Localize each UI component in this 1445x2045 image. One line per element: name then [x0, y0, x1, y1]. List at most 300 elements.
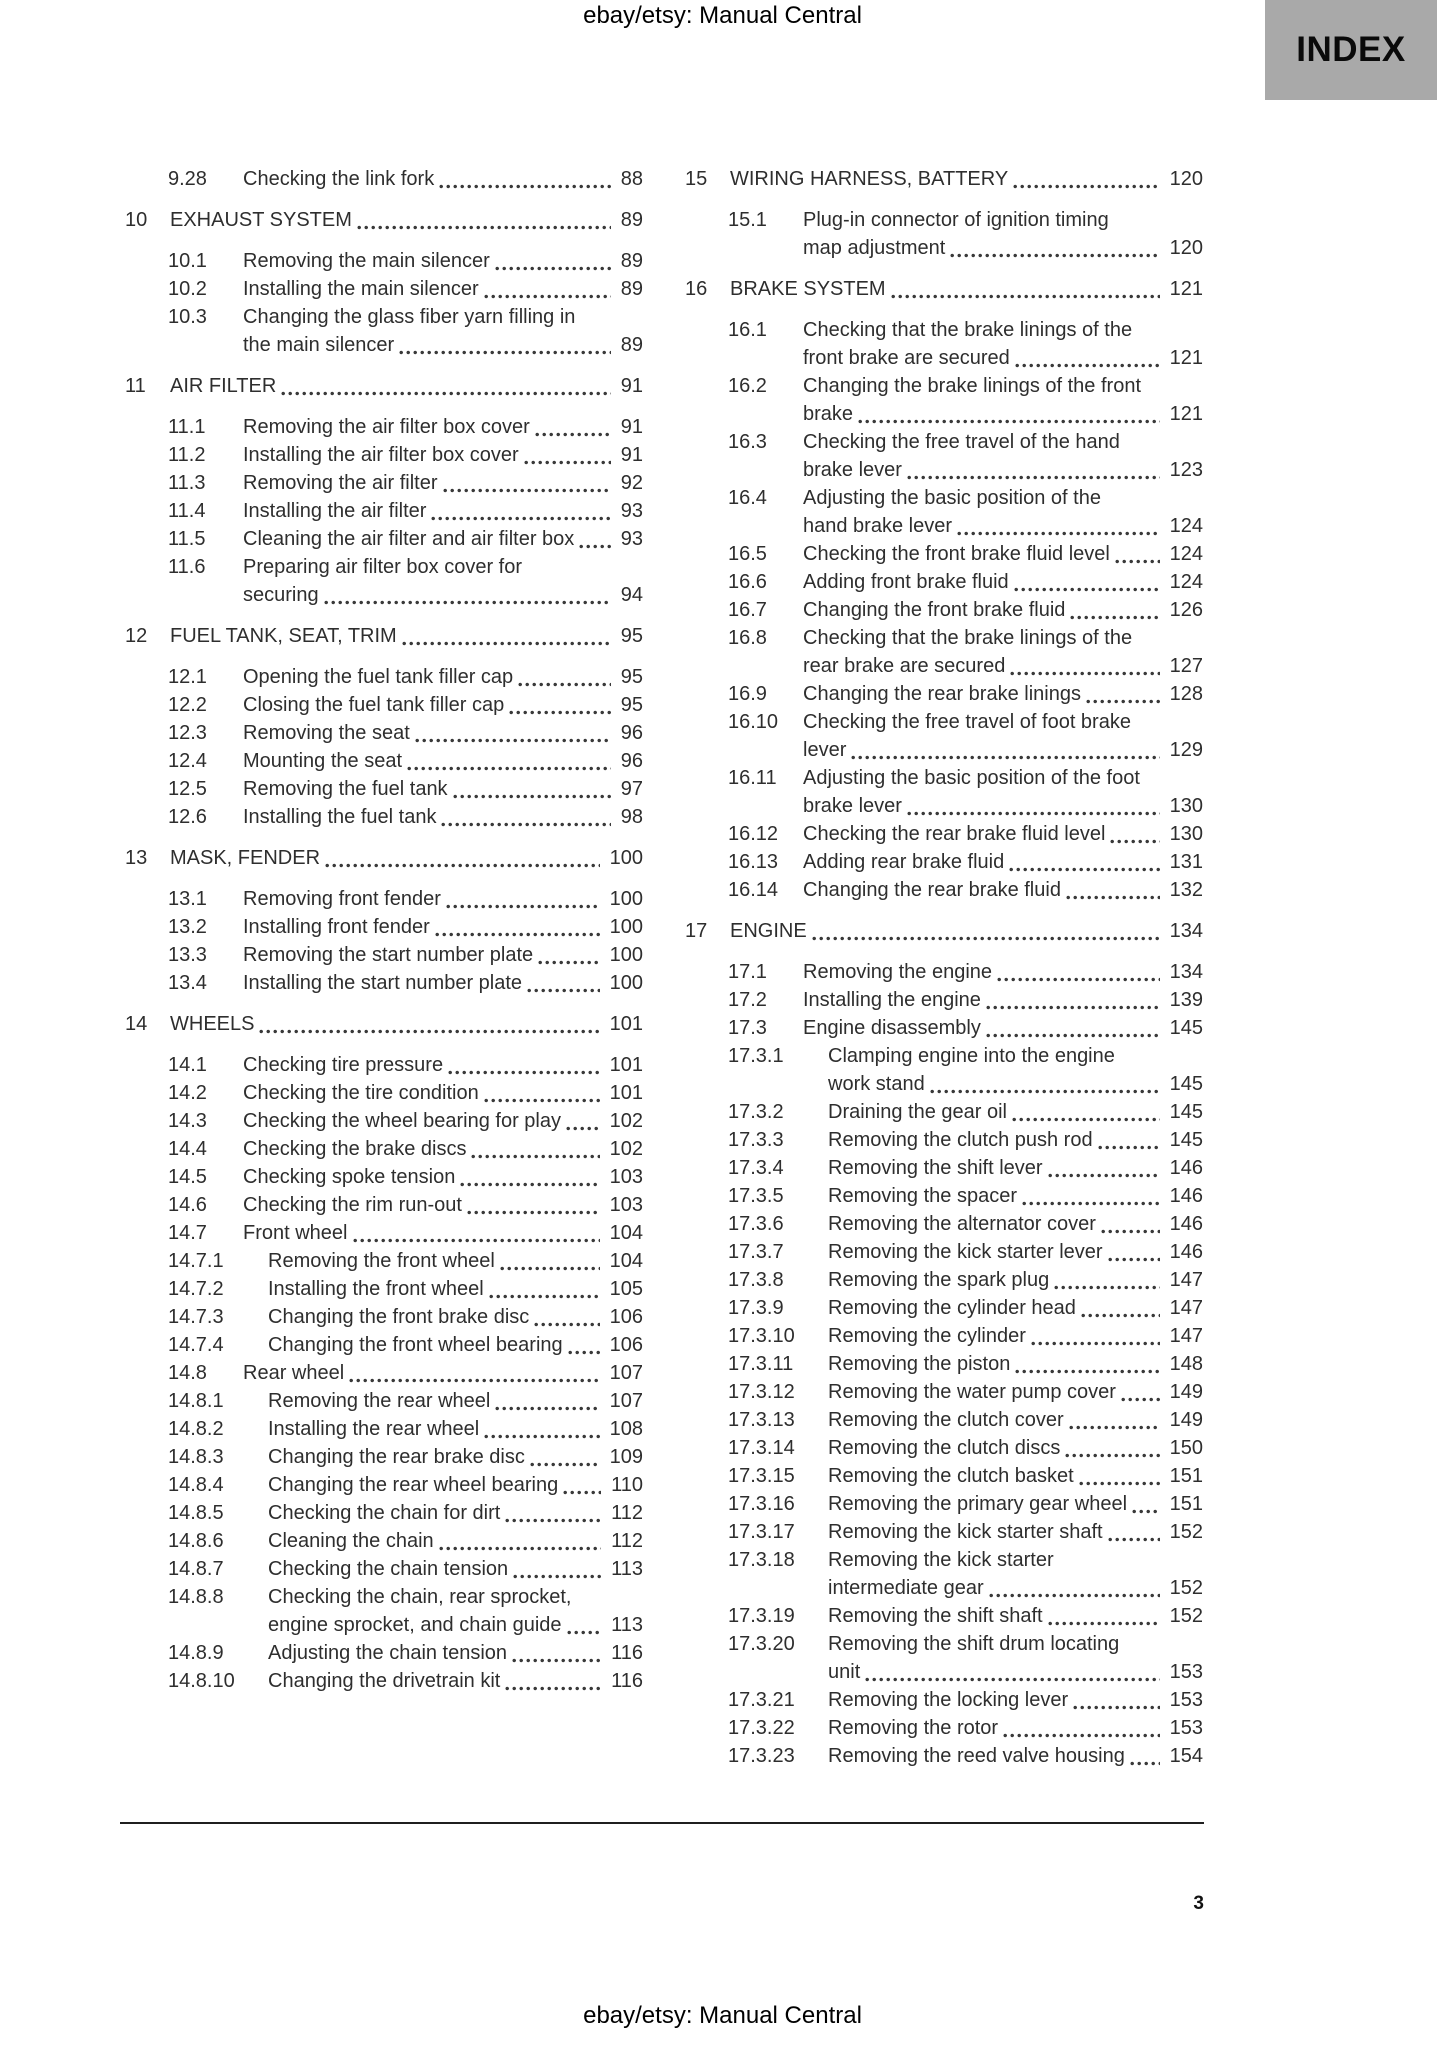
- entry-title: Removing the main silencer: [243, 250, 490, 272]
- entry-number: 16.9: [728, 683, 767, 705]
- dot-leader: [460, 1181, 599, 1188]
- entry-title: Checking the brake discs: [243, 1138, 467, 1160]
- entry-page-number: 120: [1169, 237, 1203, 259]
- dot-leader: [505, 1685, 601, 1692]
- toc-entry: [125, 885, 643, 913]
- toc-entry: [125, 1135, 643, 1163]
- dot-leader: [467, 1209, 600, 1216]
- toc-entry: [125, 372, 643, 400]
- entry-number: 12: [125, 625, 148, 647]
- dot-leader: [446, 903, 600, 910]
- entry-title: Checking the chain for dirt: [268, 1502, 501, 1524]
- dot-leader: [851, 754, 1159, 761]
- toc-entry: [125, 1359, 643, 1387]
- dot-leader: [500, 1265, 600, 1272]
- entry-title: Removing the water pump cover: [828, 1381, 1116, 1403]
- entry-number: 14.8.2: [168, 1418, 224, 1440]
- entry-title: the main silencer: [243, 334, 395, 356]
- entry-page-number: 107: [609, 1362, 643, 1384]
- entry-number: 14.8.10: [168, 1670, 235, 1692]
- toc-entry: [685, 1406, 1203, 1434]
- entry-page-number: 131: [1169, 851, 1203, 873]
- toc-entry: [125, 469, 643, 497]
- entry-number: 14.4: [168, 1138, 207, 1160]
- entry-number: 13.4: [168, 972, 207, 994]
- entry-page-number: 89: [620, 278, 643, 300]
- entry-title: Changing the rear wheel bearing: [268, 1474, 559, 1496]
- dot-leader: [1069, 1424, 1160, 1431]
- toc-entry: [685, 624, 1203, 680]
- dot-leader: [1048, 1620, 1160, 1627]
- entry-number: 14.8.5: [168, 1502, 224, 1524]
- dot-leader: [957, 530, 1160, 537]
- entry-page-number: 92: [620, 472, 643, 494]
- entry-page-number: 145: [1169, 1129, 1203, 1151]
- entry-page-number: 88: [620, 168, 643, 190]
- entry-page-number: 93: [620, 528, 643, 550]
- toc-entry: [685, 568, 1203, 596]
- toc-entry: [125, 1079, 643, 1107]
- entry-title: work stand: [828, 1073, 925, 1095]
- entry-page-number: 154: [1169, 1745, 1203, 1767]
- toc-entry: [125, 1555, 643, 1583]
- entry-title-line: Removing the kick starter: [828, 1549, 1054, 1571]
- entry-page-number: 120: [1169, 168, 1203, 190]
- entry-page-number: 153: [1169, 1717, 1203, 1739]
- entry-title: Changing the front wheel bearing: [268, 1334, 563, 1356]
- entry-title: Removing the rotor: [828, 1717, 999, 1739]
- entry-page-number: 150: [1169, 1437, 1203, 1459]
- entry-number: 17.3.21: [728, 1689, 795, 1711]
- toc-entry: [685, 1546, 1203, 1602]
- entry-title: engine sprocket, and chain guide: [268, 1614, 562, 1636]
- entry-title: Mounting the seat: [243, 750, 402, 772]
- entry-title: Changing the rear brake fluid: [803, 879, 1061, 901]
- entry-page-number: 124: [1169, 515, 1203, 537]
- entry-page-number: 113: [611, 1558, 643, 1580]
- entry-title: Removing the shift lever: [828, 1157, 1043, 1179]
- dot-leader: [505, 1517, 601, 1524]
- dot-leader: [1108, 1536, 1160, 1543]
- entry-title: Checking the rim run-out: [243, 1194, 462, 1216]
- entry-title-line: Changing the glass fiber yarn filling in: [243, 306, 576, 328]
- entry-title: Adding rear brake fluid: [803, 851, 1005, 873]
- entry-number: 17.3.3: [728, 1129, 784, 1151]
- entry-title: Removing the spacer: [828, 1185, 1017, 1207]
- entry-page-number: 132: [1169, 879, 1203, 901]
- entry-page-number: 100: [609, 888, 643, 910]
- dot-leader: [1132, 1508, 1160, 1515]
- entry-page-number: 95: [620, 694, 643, 716]
- entry-page-number: 98: [620, 806, 643, 828]
- entry-number: 14.7.2: [168, 1278, 224, 1300]
- entry-title: Checking the wheel bearing for play: [243, 1110, 561, 1132]
- entry-number: 17.2: [728, 989, 767, 1011]
- entry-title: Installing the air filter: [243, 500, 427, 522]
- entry-page-number: 124: [1169, 543, 1203, 565]
- entry-title: Installing the rear wheel: [268, 1418, 480, 1440]
- entry-title: Removing the clutch basket: [828, 1465, 1074, 1487]
- dot-leader: [402, 640, 611, 647]
- toc-entry: [125, 747, 643, 775]
- entry-number: 17.3.6: [728, 1213, 784, 1235]
- toc-entry: [685, 1042, 1203, 1098]
- entry-number: 12.5: [168, 778, 207, 800]
- toc-entry: [685, 1518, 1203, 1546]
- dot-leader: [441, 821, 610, 828]
- entry-number: 14.6: [168, 1194, 207, 1216]
- toc-entry: [685, 1490, 1203, 1518]
- entry-page-number: 102: [609, 1138, 643, 1160]
- dot-leader: [563, 1489, 601, 1496]
- entry-number: 12.4: [168, 750, 207, 772]
- entry-page-number: 146: [1169, 1241, 1203, 1263]
- toc-entry: [125, 497, 643, 525]
- entry-page-number: 152: [1169, 1521, 1203, 1543]
- toc-entry: [125, 275, 643, 303]
- toc-entry: [685, 1238, 1203, 1266]
- entry-title: Cleaning the chain: [268, 1530, 434, 1552]
- entry-number: 16: [685, 278, 708, 300]
- entry-number: 17.3.1: [728, 1045, 784, 1067]
- dot-leader: [1015, 362, 1160, 369]
- entry-title: Removing the kick starter lever: [828, 1241, 1103, 1263]
- dot-leader: [484, 1097, 600, 1104]
- entry-title: Changing the drivetrain kit: [268, 1670, 501, 1692]
- toc-entry: [125, 663, 643, 691]
- entry-number: 11.6: [168, 556, 206, 578]
- entry-title: Removing the primary gear wheel: [828, 1493, 1128, 1515]
- toc-entry: [125, 844, 643, 872]
- entry-title: Installing the main silencer: [243, 278, 479, 300]
- entry-number: 17.3.18: [728, 1549, 795, 1571]
- entry-title: Removing the shift shaft: [828, 1605, 1043, 1627]
- entry-number: 13.3: [168, 944, 207, 966]
- toc-entry: [685, 1630, 1203, 1686]
- entry-title-line: Adjusting the basic position of the: [803, 487, 1101, 509]
- entry-title: EXHAUST SYSTEM: [170, 209, 352, 231]
- toc-entry: [685, 165, 1203, 193]
- entry-title: Removing the air filter box cover: [243, 416, 530, 438]
- entry-page-number: 95: [620, 625, 643, 647]
- dot-leader: [907, 474, 1160, 481]
- entry-number: 17.3.23: [728, 1745, 795, 1767]
- toc-entry: [685, 1462, 1203, 1490]
- entry-title: Removing front fender: [243, 888, 441, 910]
- entry-title: Adjusting the chain tension: [268, 1642, 508, 1664]
- entry-page-number: 121: [1169, 278, 1203, 300]
- entry-number: 17.1: [728, 961, 767, 983]
- entry-number: 17.3.16: [728, 1493, 795, 1515]
- dot-leader: [1013, 183, 1159, 190]
- entry-title: Draining the gear oil: [828, 1101, 1007, 1123]
- toc-entry: [685, 596, 1203, 624]
- toc-entry: [125, 1527, 643, 1555]
- entry-number: 17: [685, 920, 708, 942]
- entry-number: 17.3.8: [728, 1269, 784, 1291]
- toc-entry: [685, 1686, 1203, 1714]
- entry-page-number: 121: [1169, 403, 1203, 425]
- index-badge: [1265, 0, 1437, 100]
- dot-leader: [1110, 838, 1159, 845]
- dot-leader: [1115, 558, 1160, 565]
- entry-number: 14.2: [168, 1082, 207, 1104]
- toc-entry: [125, 1471, 643, 1499]
- entry-title: Removing the engine: [803, 961, 993, 983]
- entry-page-number: 126: [1169, 599, 1203, 621]
- toc-entry: [685, 1294, 1203, 1322]
- entry-number: 14.7.3: [168, 1306, 224, 1328]
- entry-page-number: 96: [620, 750, 643, 772]
- entry-title: unit: [828, 1661, 861, 1683]
- entry-page-number: 94: [620, 584, 643, 606]
- dot-leader: [281, 390, 610, 397]
- entry-title: brake: [803, 403, 854, 425]
- dot-leader: [527, 987, 600, 994]
- entry-page-number: 97: [620, 778, 643, 800]
- entry-number: 14.8.4: [168, 1474, 224, 1496]
- toc-entry: [125, 719, 643, 747]
- entry-number: 17.3.12: [728, 1381, 795, 1403]
- toc-entry: [685, 1182, 1203, 1210]
- dot-leader: [448, 1069, 600, 1076]
- entry-number: 13.1: [168, 888, 207, 910]
- toc-entry: [685, 986, 1203, 1014]
- entry-title: Engine disassembly: [803, 1017, 981, 1039]
- entry-number: 17.3.10: [728, 1325, 795, 1347]
- entry-page-number: 107: [609, 1390, 643, 1412]
- toc-entry: [685, 1602, 1203, 1630]
- entry-page-number: 91: [620, 416, 643, 438]
- entry-title: rear brake are secured: [803, 655, 1006, 677]
- toc-entry: [685, 1434, 1203, 1462]
- dot-leader: [891, 293, 1160, 300]
- toc-entry: [685, 428, 1203, 484]
- entry-page-number: 91: [620, 444, 643, 466]
- entry-number: 17.3.17: [728, 1521, 795, 1543]
- entry-page-number: 134: [1169, 920, 1203, 942]
- entry-number: 16.12: [728, 823, 779, 845]
- entry-title: securing: [243, 584, 319, 606]
- toc-entry: [125, 941, 643, 969]
- entry-title-line: Checking the free travel of the hand: [803, 431, 1120, 453]
- entry-title: Checking tire pressure: [243, 1054, 444, 1076]
- entry-page-number: 116: [611, 1670, 643, 1692]
- entry-page-number: 109: [609, 1446, 643, 1468]
- toc-entry: [125, 1219, 643, 1247]
- dot-leader: [1065, 1452, 1159, 1459]
- entry-number: 12.2: [168, 694, 207, 716]
- entry-title: WHEELS: [170, 1013, 255, 1035]
- entry-page-number: 145: [1169, 1101, 1203, 1123]
- dot-leader: [325, 862, 600, 869]
- entry-title: Checking the front brake fluid level: [803, 543, 1110, 565]
- dot-leader: [986, 1032, 1160, 1039]
- entry-title: brake lever: [803, 795, 902, 817]
- entry-number: 16.4: [728, 487, 767, 509]
- toc-entry: [125, 1191, 643, 1219]
- entry-title: brake lever: [803, 459, 902, 481]
- entry-title: Removing the clutch discs: [828, 1437, 1061, 1459]
- entry-number: 17.3.20: [728, 1633, 795, 1655]
- dot-leader: [495, 1405, 599, 1412]
- entry-page-number: 151: [1169, 1493, 1203, 1515]
- toc-entry: [125, 1275, 643, 1303]
- toc-entry: [125, 1051, 643, 1079]
- dot-leader: [1081, 1312, 1160, 1319]
- entry-number: 16.5: [728, 543, 767, 565]
- dot-leader: [509, 709, 611, 716]
- toc-entry: [685, 680, 1203, 708]
- entry-title: MASK, FENDER: [170, 847, 321, 869]
- entry-page-number: 130: [1169, 795, 1203, 817]
- dot-leader: [495, 265, 611, 272]
- toc-entry: [125, 1443, 643, 1471]
- entry-number: 16.1: [728, 319, 767, 341]
- entry-page-number: 151: [1169, 1465, 1203, 1487]
- footer-doc-title: ebay/etsy: Manual Central: [583, 2002, 862, 2029]
- entry-page-number: 147: [1169, 1325, 1203, 1347]
- entry-page-number: 89: [620, 334, 643, 356]
- dot-leader: [1066, 894, 1160, 901]
- entry-title-line: Clamping engine into the engine: [828, 1045, 1115, 1067]
- entry-title: Opening the fuel tank filler cap: [243, 666, 514, 688]
- toc-entry: [685, 1322, 1203, 1350]
- dot-leader: [357, 224, 611, 231]
- entry-number: 11.3: [168, 472, 206, 494]
- entry-title-line: Checking that the brake linings of the: [803, 627, 1133, 649]
- entry-title: lever: [803, 739, 847, 761]
- dot-leader: [1086, 698, 1160, 705]
- toc-entry: [685, 1266, 1203, 1294]
- entry-title: Removing the locking lever: [828, 1689, 1069, 1711]
- entry-page-number: 100: [609, 916, 643, 938]
- entry-page-number: 96: [620, 722, 643, 744]
- dot-leader: [579, 543, 610, 550]
- entry-number: 16.8: [728, 627, 767, 649]
- entry-page-number: 104: [609, 1250, 643, 1272]
- dot-leader: [1121, 1396, 1160, 1403]
- entry-title-line: Removing the shift drum locating: [828, 1633, 1120, 1655]
- toc-entry: [685, 1154, 1203, 1182]
- entry-number: 12.3: [168, 722, 207, 744]
- toc-entry: [685, 1350, 1203, 1378]
- toc-entry: [125, 441, 643, 469]
- dot-leader: [1054, 1284, 1159, 1291]
- dot-leader: [1079, 1480, 1160, 1487]
- entry-page-number: 112: [611, 1530, 643, 1552]
- entry-page-number: 146: [1169, 1185, 1203, 1207]
- entry-title: Installing the air filter box cover: [243, 444, 519, 466]
- entry-number: 14.5: [168, 1166, 207, 1188]
- entry-title-line: Preparing air filter box cover for: [243, 556, 523, 578]
- entry-number: 14.8.7: [168, 1558, 224, 1580]
- dot-leader: [567, 1629, 602, 1636]
- entry-page-number: 152: [1169, 1605, 1203, 1627]
- entry-page-number: 101: [609, 1013, 643, 1035]
- entry-number: 11: [125, 375, 146, 397]
- entry-title: Installing the start number plate: [243, 972, 523, 994]
- dot-leader: [518, 681, 611, 688]
- dot-leader: [1070, 614, 1159, 621]
- entry-title: AIR FILTER: [170, 375, 277, 397]
- entry-title: Installing the engine: [803, 989, 981, 1011]
- toc-entry: [125, 553, 643, 609]
- entry-number: 14.8.1: [168, 1390, 224, 1412]
- entry-title: Removing the rear wheel: [268, 1390, 491, 1412]
- entry-number: 14.8.9: [168, 1642, 224, 1664]
- entry-page-number: 145: [1169, 1017, 1203, 1039]
- entry-number: 17.3.2: [728, 1101, 784, 1123]
- entry-number: 16.11: [728, 767, 777, 789]
- toc-entry: [125, 775, 643, 803]
- dot-leader: [1073, 1704, 1160, 1711]
- entry-number: 15: [685, 168, 708, 190]
- entry-title: Removing the clutch push rod: [828, 1129, 1093, 1151]
- entry-page-number: 127: [1169, 655, 1203, 677]
- entry-title: ENGINE: [730, 920, 807, 942]
- dot-leader: [989, 1592, 1160, 1599]
- entry-page-number: 102: [609, 1110, 643, 1132]
- dot-leader: [535, 431, 611, 438]
- entry-number: 17.3.19: [728, 1605, 795, 1627]
- entry-page-number: 112: [611, 1502, 643, 1524]
- entry-number: 16.2: [728, 375, 767, 397]
- dot-leader: [512, 1657, 601, 1664]
- toc-entry: [125, 691, 643, 719]
- dot-leader: [431, 515, 610, 522]
- entry-title: Cleaning the air filter and air filter box: [243, 528, 575, 550]
- entry-page-number: 89: [620, 250, 643, 272]
- entry-page-number: 113: [611, 1614, 643, 1636]
- entry-number: 17.3.4: [728, 1157, 784, 1179]
- dot-leader: [399, 349, 611, 356]
- entry-number: 9.28: [168, 168, 207, 190]
- header-doc-title: ebay/etsy: Manual Central: [583, 2, 862, 29]
- entry-page-number: 104: [609, 1222, 643, 1244]
- dot-leader: [353, 1237, 600, 1244]
- dot-leader: [858, 418, 1160, 425]
- dot-leader: [415, 737, 611, 744]
- entry-title: Checking the rear brake fluid level: [803, 823, 1106, 845]
- entry-page-number: 105: [609, 1278, 643, 1300]
- dot-leader: [997, 976, 1160, 983]
- toc-entry: [125, 1107, 643, 1135]
- dot-leader: [1015, 1368, 1159, 1375]
- entry-page-number: 147: [1169, 1269, 1203, 1291]
- dot-leader: [1098, 1144, 1160, 1151]
- dot-leader: [439, 183, 611, 190]
- toc-entry: [125, 1247, 643, 1275]
- toc-entry: [685, 484, 1203, 540]
- entry-title: front brake are secured: [803, 347, 1010, 369]
- entry-page-number: 103: [609, 1166, 643, 1188]
- entry-title: FUEL TANK, SEAT, TRIM: [170, 625, 397, 647]
- entry-title: Removing the kick starter shaft: [828, 1521, 1103, 1543]
- dot-leader: [1048, 1172, 1160, 1179]
- entry-number: 16.13: [728, 851, 779, 873]
- toc-entry: [685, 206, 1203, 262]
- entry-page-number: 93: [620, 500, 643, 522]
- entry-title: Adding front brake fluid: [803, 571, 1009, 593]
- entry-title-line: Changing the brake linings of the front: [803, 375, 1141, 397]
- entry-title: Checking spoke tension: [243, 1166, 456, 1188]
- entry-number: 13.2: [168, 916, 207, 938]
- entry-number: 12.1: [168, 666, 207, 688]
- entry-number: 14: [125, 1013, 148, 1035]
- entry-title: BRAKE SYSTEM: [730, 278, 886, 300]
- toc-entry: [125, 1010, 643, 1038]
